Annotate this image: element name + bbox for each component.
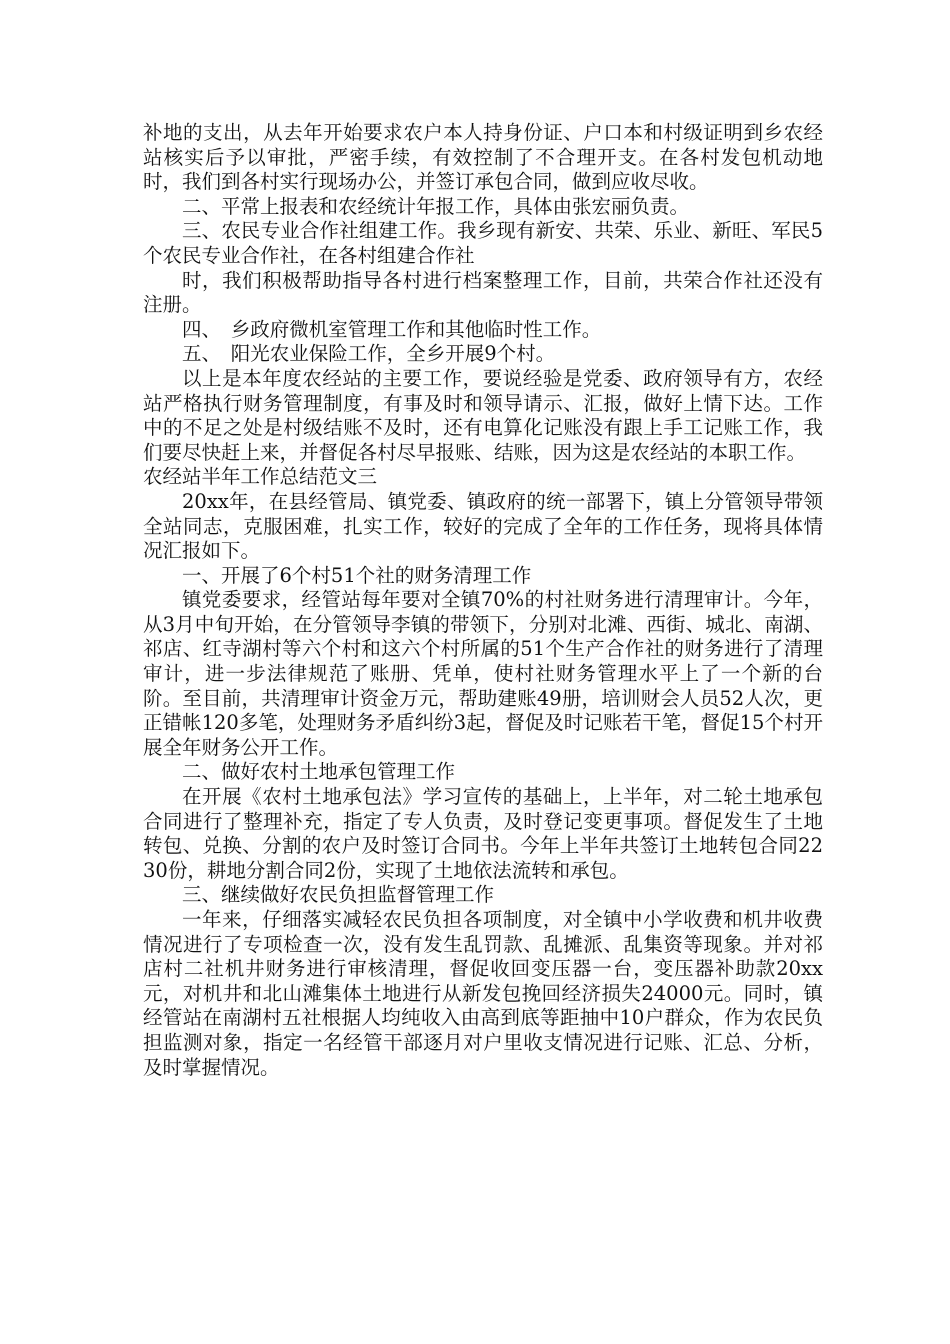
paragraph-land: 在开展《农村土地承包法》学习宣传的基础上，上半年，对二轮土地承包合同进行了整理补充，指定了专人负责，及时登记变更事项。督促发生了土地转包、兑换、分割的农户及时签订合同书。今年上半年共签订土地转包合同2230份，耕地分割合同2份，实现了土地依法流转和承包。 — [143, 785, 823, 882]
paragraph-intro: 20xx年，在县经管局、镇党委、镇政府的统一部署下，镇上分管领导带领全站同志，克服困难，扎实工作，较好的完成了全年的工作任务，现将具体情况汇报如下。 — [143, 489, 823, 563]
subheading-three: 三、继续做好农民负担监督管理工作 — [182, 883, 495, 907]
paragraph-burden: 一年来，仔细落实减轻农民负担各项制度，对全镇中小学收费和机井收费情况进行了专项检查一次，没有发生乱罚款、乱摊派、乱集资等现象。并对祁店村二社机井财务进行审核清理，督促收回变压器一台，变压器补助款20xx元，对机井和北山滩集体土地进行从新发包挽回经济损失24000元。同时，镇经管站在南湖村五社根据人均纯收入由高到底等距抽中10户群众，作为农民负担监测对象，指定一名经管干部逐月对户里收支情况进行记账、汇总、分析，及时掌握情况。 — [143, 908, 823, 1079]
paragraph-item-four: 四、 乡政府微机室管理工作和其他临时性工作。 — [182, 317, 602, 341]
subheading-one: 一、开展了6个村51个社的财务清理工作 — [182, 563, 532, 587]
paragraph-item-two: 二、平常上报表和农经统计年报工作，具体由张宏丽负责。 — [182, 194, 690, 218]
document-body — [143, 121, 823, 1080]
paragraph-item-five: 五、 阳光农业保险工作，全乡开展9个村。 — [182, 342, 556, 366]
subheading-two: 二、做好农村土地承包管理工作 — [182, 760, 456, 784]
paragraph-item-three: 三、农民专业合作社组建工作。我乡现有新安、共荣、乐业、新旺、军民5个农民专业合作社，在各村组建合作社 — [143, 219, 823, 267]
paragraph-audit: 镇党委要求，经管站每年要对全镇70%的村社财务进行清理审计。今年，从3月中旬开始，在分管领导李镇的带领下，分别对北滩、西街、城北、南湖、祁店、红寺湖村等六个村和这六个村所属的51个生产合作社的财务进行了清理审计，进一步法律规范了账册、凭单，使村社财务管理水平上了一个新的台阶。至目前，共清理审计资金万元，帮助建账49册，培训财会人员52人次，更正错帐120多笔，处理财务矛盾纠纷3起，督促及时记账若干笔，督促15个村开展全年财务公开工作。 — [143, 588, 823, 759]
paragraph-continuation: 补地的支出，从去年开始要求农户本人持身份证、户口本和村级证明到乡农经站核实后予以审批，严密手续，有效控制了不合理开支。在各村发包机动地时，我们到各村实行现场办公，并签订承包合同，做到应收尽收。 — [143, 121, 823, 194]
paragraph-summary: 以上是本年度农经站的主要工作，要说经验是党委、政府领导有方，农经站严格执行财务管理制度，有事及时和领导请示、汇报，做好上情下达。工作中的不足之处是村级结账不及时，还有电算化记账没有跟上手工记账工作，我们要尽快赶上来，并督促各村尽早报账、结账，因为这是农经站的本职工作。 — [143, 366, 823, 464]
paragraph-item-three-cont: 时，我们积极帮助指导各村进行档案整理工作，目前，共荣合作社还没有注册。 — [143, 268, 823, 317]
section-heading: 农经站半年工作总结范文三 — [143, 465, 378, 489]
